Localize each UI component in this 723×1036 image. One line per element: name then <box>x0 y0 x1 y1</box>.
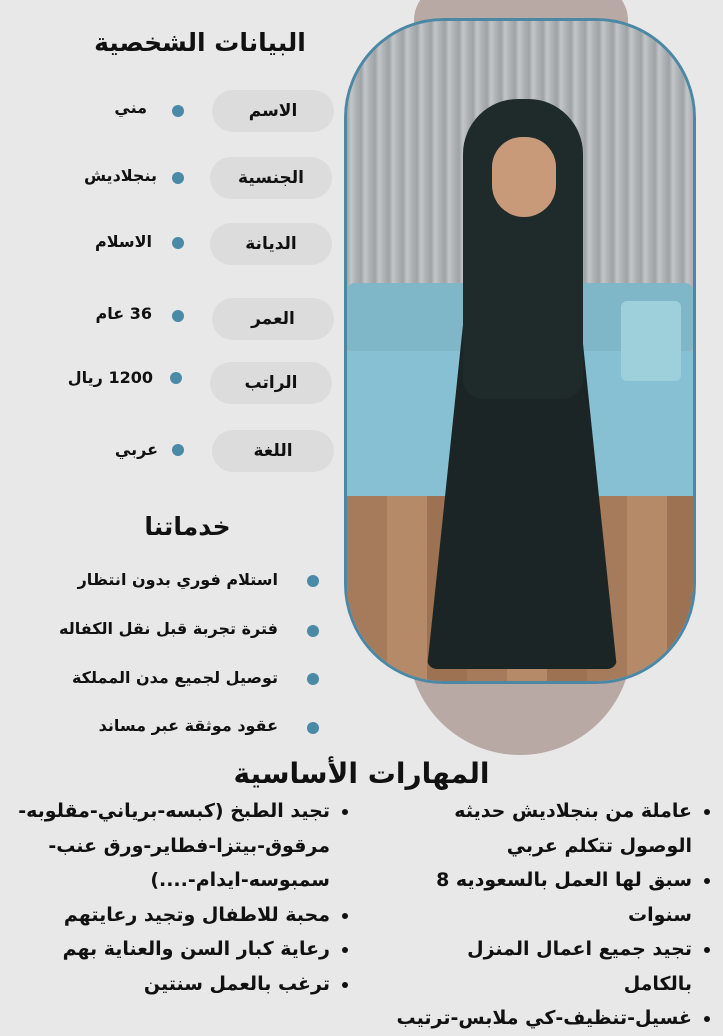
services-title: خدماتنا <box>144 512 231 541</box>
bullet-dot <box>172 172 184 184</box>
service-item: توصيل لجميع مدن المملكة <box>71 668 278 687</box>
field-label-salary: الراتب <box>210 362 332 404</box>
skill-item: • سبق لها العمل بالسعوديه 8 سنوات <box>394 863 692 932</box>
photo-sofa-cushion <box>621 301 681 381</box>
skill-item: • تجيد جميع اعمال المنزل بالكامل <box>394 932 692 1001</box>
skills-title: المهارات الأساسية <box>233 757 490 790</box>
skill-item: • عاملة من بنجلاديش حديثه الوصول تتكلم عربي <box>394 794 692 863</box>
field-label-language: اللغة <box>212 430 334 472</box>
field-value-nationality: بنجلاديش <box>83 166 157 185</box>
skill-item: • تجيد الطبخ (كبسه-برياني-مقلوبه-مرقوق-بيتزا-فطاير-ورق عنب-سمبوسه-ايدام-....) <box>8 794 330 898</box>
photo-person <box>427 99 617 669</box>
skill-item: • غسيل-تنظيف-كي ملابس-ترتيب <box>394 1001 692 1036</box>
field-value-name: مني <box>114 98 147 117</box>
bullet-dot <box>307 625 319 637</box>
worker-photo <box>344 18 696 684</box>
skills-left-column <box>8 794 348 1001</box>
bullet-dot <box>307 575 319 587</box>
bullet-dot <box>307 722 319 734</box>
skill-item: • ترغب بالعمل سنتين <box>8 967 330 1002</box>
bullet-dot <box>172 310 184 322</box>
skill-item: • محبة للاطفال وتجيد رعايتهم <box>8 898 330 933</box>
field-value-age: 36 عام <box>95 304 152 323</box>
service-item: عقود موثقة عبر مساند <box>98 716 278 735</box>
photo-face <box>492 137 556 217</box>
bullet-dot <box>172 105 184 117</box>
field-label-age: العمر <box>212 298 334 340</box>
bullet-dot <box>172 237 184 249</box>
personal-info-title: البيانات الشخصية <box>94 28 306 57</box>
field-label-religion: الديانة <box>210 223 332 265</box>
service-item: استلام فوري بدون انتظار <box>77 570 278 589</box>
field-value-religion: الاسلام <box>94 232 152 251</box>
bullet-dot <box>172 444 184 456</box>
field-value-language: عربي <box>114 440 158 459</box>
field-label-nationality: الجنسية <box>210 157 332 199</box>
bullet-dot <box>170 372 182 384</box>
service-item: فترة تجربة قبل نقل الكفاله <box>58 619 278 638</box>
skill-item: • رعاية كبار السن والعناية بهم <box>8 932 330 967</box>
field-value-salary: 1200 ريال <box>67 368 153 387</box>
bullet-dot <box>307 673 319 685</box>
skills-right-column <box>394 794 710 1036</box>
field-label-name: الاسم <box>212 90 334 132</box>
